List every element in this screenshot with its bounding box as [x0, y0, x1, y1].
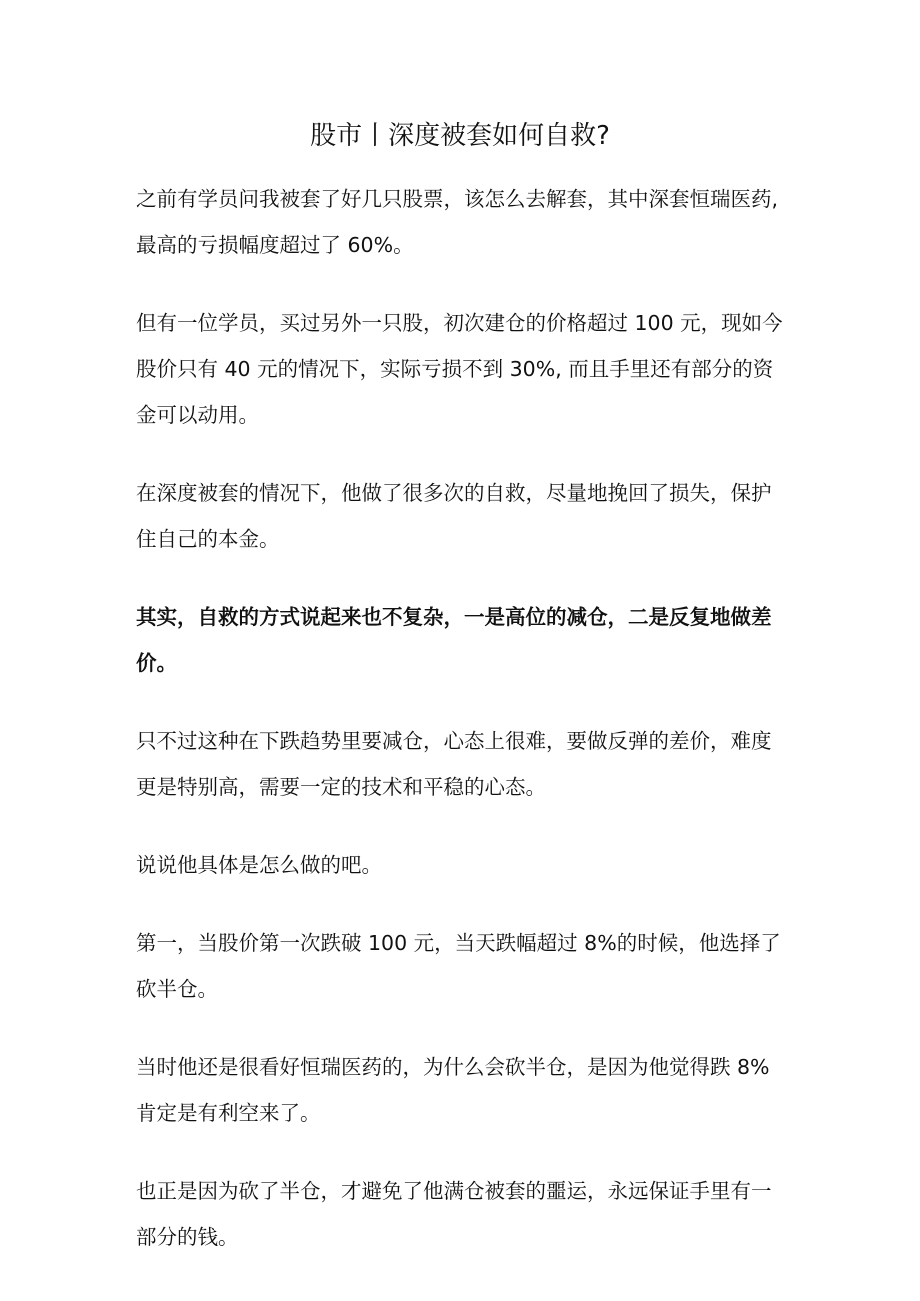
document-title: 股市丨深度被套如何自救? [310, 121, 610, 151]
paragraph: 但有一位学员，买过另外一只股，初次建仓的价格超过 100 元，现如今股价只有 40 元的情况下，实际亏损不到 30%, 而且手里还有部分的资金可以动用。 [136, 311, 783, 427]
article-body [136, 176, 786, 1292]
paragraph: 只不过这种在下跌趋势里要减仓，心态上很难，要做反弹的差价，难度更是特别高，需要一定的技术和平稳的心态。 [136, 729, 772, 799]
paragraph: 当时他还是很看好恒瑞医药的，为什么会砍半仓，是因为他觉得跌 8%肯定是有利空来了。 [136, 1055, 770, 1125]
paragraph: 在深度被套的情况下，他做了很多次的自救，尽量地挽回了损失，保护住自己的本金。 [136, 481, 772, 551]
paragraph-bold: 其实，自救的方式说起来也不复杂，一是高位的减仓，二是反复地做差价。 [136, 605, 772, 675]
paragraph: 第一，当股价第一次跌破 100 元，当天跌幅超过 8%的时候，他选择了砍半仓。 [136, 931, 781, 1001]
paragraph: 之前有学员问我被套了好几只股票，该怎么去解套，其中深套恒瑞医药,最高的亏损幅度超过了 60%。 [136, 187, 779, 257]
paragraph: 说说他具体是怎么做的吧。 [136, 853, 382, 877]
paragraph: 也正是因为砍了半仓，才避免了他满仓被套的噩运，永远保证手里有一部分的钱。 [136, 1179, 772, 1249]
